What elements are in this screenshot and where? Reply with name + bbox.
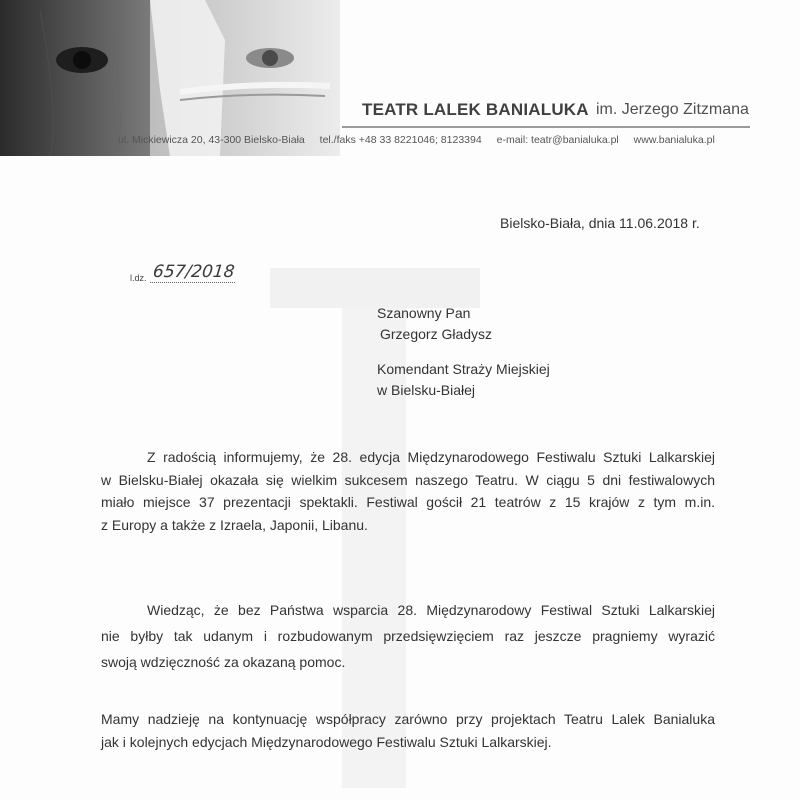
reference-number: [130, 262, 236, 283]
paragraph-line: Wiedząc, że bez Państwa wsparcia 28. Międzynarodowy Festiwal Sztuki Lalkarskiej: [147, 602, 715, 618]
paragraph-3: [101, 708, 715, 754]
paragraph-line: miało miejsce 37 prezentacji spektakli. Festiwal gościł 21 teatrów z 15 krajów z tym m.in.: [101, 494, 715, 510]
addressee-block: [377, 303, 550, 401]
theatre-patron: im. Jerzego Zitzmana: [596, 101, 749, 118]
contact-email: e-mail: teatr@banialuka.pl: [496, 134, 619, 146]
paragraph-line: w Bielsku-Białej okazała się wielkim sukcesem naszego Teatru. W ciągu 5 dni festiwalowych: [101, 471, 715, 488]
addressee-position: Komendant Straży Miejskiej: [377, 361, 550, 377]
contact-line: [118, 134, 727, 146]
paragraph-2: [101, 597, 715, 675]
puppet-face-image: [0, 0, 340, 156]
paragraph-line: jak i kolejnych edycjach Międzynarodowego Festiwalu Sztuki Lalkarskiej.: [101, 734, 552, 750]
header-puppet-photo: [0, 0, 340, 156]
paragraph-line: Z radością informujemy, że 28. edycja Międzynarodowego Festiwalu Sztuki Lalkarskiej: [147, 449, 715, 465]
contact-website: www.banialuka.pl: [633, 134, 715, 146]
addressee-name: Grzegorz Gładysz: [380, 326, 493, 342]
header-rule: [342, 126, 750, 128]
addressee-place: w Bielsku-Białej: [377, 382, 476, 398]
paragraph-line: Mamy nadzieję na kontynuację współpracy zarówno przy projektach Teatru Lalek Banialuka: [101, 711, 715, 727]
contact-address: ul. Mickiewicza 20, 43-300 Bielsko-Biała: [118, 134, 305, 146]
paragraph-line: swoją wdzięczność za okazaną pomoc.: [101, 654, 346, 670]
reference-value: 657/2018: [150, 262, 238, 283]
contact-phone: tel./faks +48 33 8221046; 8123394: [319, 134, 482, 146]
letter-date: Bielsko-Biała, dnia 11.06.2018 r.: [500, 215, 700, 231]
theatre-name: TEATR LALEK BANIALUKA: [362, 100, 589, 119]
paragraph-1: [101, 446, 715, 536]
addressee-salutation: Szanowny Pan: [377, 305, 471, 321]
paragraph-line: nie byłby tak udanym i rozbudowanym przedsięwzięciem raz jeszcze pragniemy wyrazić: [101, 628, 715, 644]
paragraph-line: z Europy a także z Izraela, Japonii, Libanu.: [101, 516, 368, 533]
reference-label: l.dz.: [130, 273, 147, 283]
